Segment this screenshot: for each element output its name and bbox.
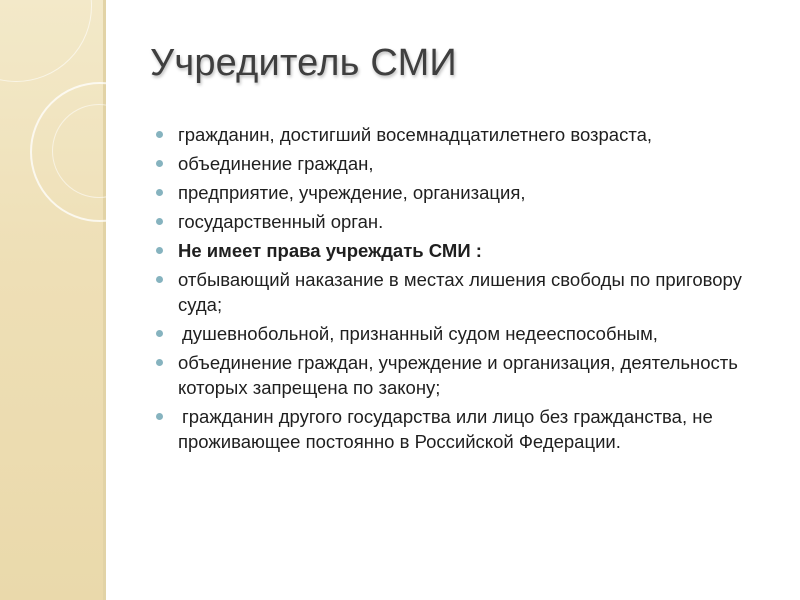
bullet-item [154,180,784,205]
bullet-item [154,321,784,346]
bullet-text: гражданин, достигший восемнадцатилетнего возраста, [178,124,653,145]
bullet-dot-icon [156,189,163,196]
bullet-dot-icon [156,359,163,366]
bullet-text: отбывающий наказание в местах лишения свободы по приговору суда; [178,269,742,315]
bullet-item [154,350,784,400]
bullet-list [154,122,784,458]
bullet-item [154,151,784,176]
slide-title: Учредитель СМИ [150,42,457,84]
bullet-text: объединение граждан, учреждение и организация, деятельность которых запрещена по закону; [178,352,738,398]
bullet-dot-icon [156,330,163,337]
bullet-item [154,122,784,147]
bullet-text: объединение граждан, [178,153,374,174]
bullet-dot-icon [156,218,163,225]
bullet-item-heading [154,238,784,263]
decorative-arc [0,0,92,82]
bullet-dot-icon [156,160,163,167]
bullet-dot-icon [156,413,163,420]
bullet-item [154,209,784,234]
bullet-text: предприятие, учреждение, организация, [178,182,526,203]
bullet-text: государственный орган. [178,211,384,232]
bullet-text: душевнобольной, признанный судом недееспособным, [182,323,658,344]
bullet-dot-icon [156,276,163,283]
bullet-item [154,404,784,454]
bullet-dot-icon [156,131,163,138]
bullet-dot-icon [156,247,163,254]
decorative-ring-inner [52,104,146,198]
bullet-text: гражданин другого государства или лицо без гражданства, не проживающее постоянно в Российской Федерации. [178,406,713,452]
bullet-text-bold: Не имеет права учреждать СМИ : [178,240,482,261]
bullet-item [154,267,784,317]
